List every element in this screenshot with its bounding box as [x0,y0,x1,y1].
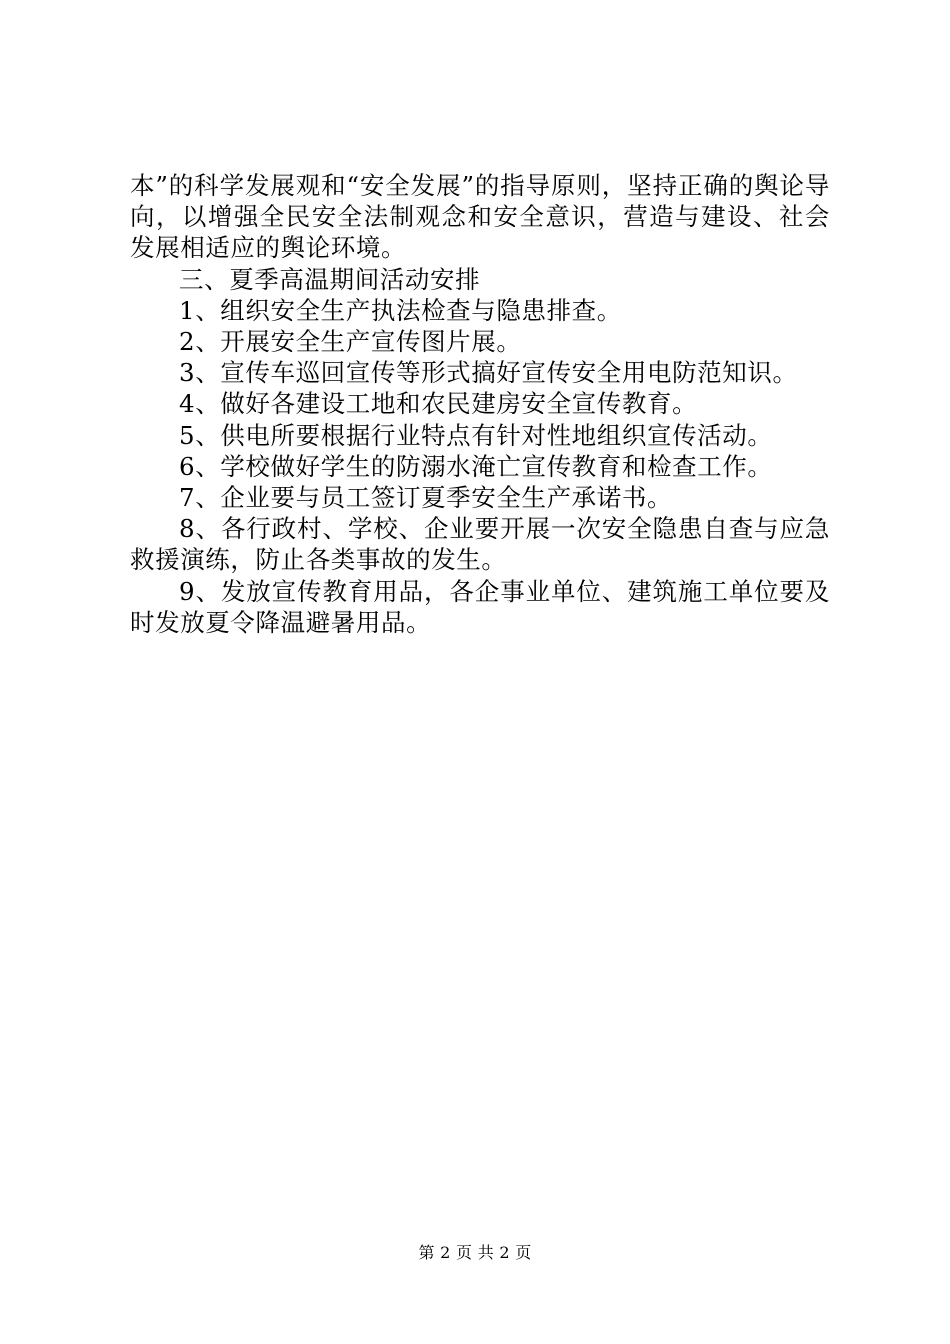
page-number-footer: 第 2 页 共 2 页 [418,1243,532,1262]
list-item: 2、开展安全生产宣传图片展。 [179,327,522,357]
list-item: 5、供电所要根据行业特点有针对性地组织宣传活动。 [179,420,773,450]
list-item: 8、各行政村、学校、企业要开展一次安全隐患自查与应急救援演练，防止各类事故的发生。 [130,514,830,575]
section-heading: 三、夏季高温期间活动安排 [179,264,481,294]
list-item: 9、发放宣传教育用品，各企事业单位、建筑施工单位要及时发放夏令降温避暑用品。 [130,576,830,637]
list-item: 1、组织安全生产执法检查与隐患排查。 [179,295,622,325]
list-item: 3、宣传车巡回宣传等形式搞好宣传安全用电防范知识。 [179,358,798,388]
document-body [130,170,830,638]
list-item: 6、学校做好学生的防溺水淹亡宣传教育和检查工作。 [179,451,773,481]
list-item: 7、企业要与员工签订夏季安全生产承诺书。 [179,483,673,513]
list-item: 4、做好各建设工地和农民建房安全宣传教育。 [179,389,698,419]
paragraph-continuation: 本”的科学发展观和“安全发展”的指导原则，坚持正确的舆论导向，以增强全民安全法制观念和安全意识，营造与建设、社会发展相适应的舆论环境。 [130,171,830,263]
